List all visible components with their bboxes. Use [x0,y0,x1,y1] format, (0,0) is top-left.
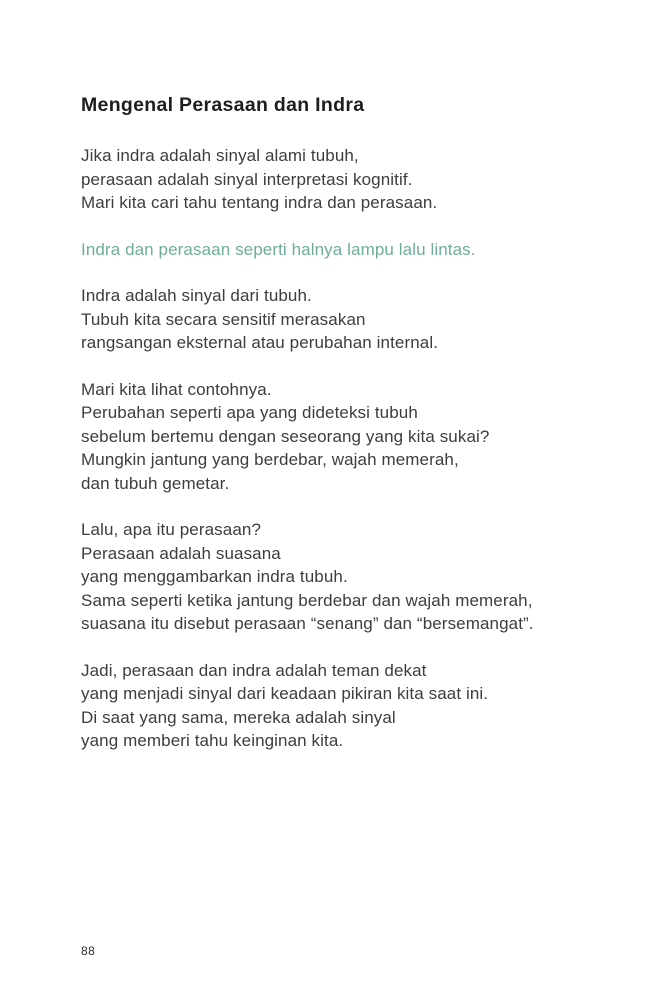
text-line: yang menggambarkan indra tubuh. [81,567,348,586]
text-line: perasaan adalah sinyal interpretasi kognitif. [81,169,413,189]
text-line: Lalu, apa itu perasaan? [81,520,261,539]
text-line: yang memberi tahu keinginan kita. [81,731,344,750]
text-line: rangsangan eksternal atau perubahan internal. [81,333,439,352]
text-line: sebelum bertemu dengan seseorang yang kita sukai? [81,426,490,446]
text-line: Jadi, perasaan dan indra adalah teman dekat [81,660,427,680]
text-line: Sama seperti ketika jantung berdebar dan wajah memerah, [81,590,533,610]
paragraph-contoh [81,378,601,496]
text-line: Jika indra adalah sinyal alami tubuh, [81,146,359,165]
text-line: Indra adalah sinyal dari tubuh. [81,286,312,305]
text-line: dan tubuh gemetar. [81,473,230,493]
text-line: Perasaan adalah suasana [81,543,281,563]
page-number: 88 [81,944,96,958]
paragraph-accent [81,238,601,262]
text-line: yang menjadi sinyal dari keadaan pikiran kita saat ini. [81,684,489,703]
paragraph-perasaan [81,518,601,636]
page-title: Mengenal Perasaan dan Indra [81,94,365,116]
text-line: Mari kita lihat contohnya. [81,379,272,399]
text-line: Perubahan seperti apa yang dideteksi tubuh [81,403,418,422]
page-content [81,93,601,776]
text-line: Mari kita cari tahu tentang indra dan perasaan. [81,193,438,212]
paragraph-kesimpulan [81,659,601,753]
paragraph-intro [81,144,601,215]
text-line: suasana itu disebut perasaan “senang” dan “bersemangat”. [81,614,534,633]
paragraph-indra [81,284,601,355]
text-line: Tubuh kita secara sensitif merasakan [81,309,366,329]
text-line: Mungkin jantung yang berdebar, wajah memerah, [81,450,459,469]
text-line: Di saat yang sama, mereka adalah sinyal [81,707,396,727]
accent-text-line: Indra dan perasaan seperti halnya lampu lalu lintas. [81,239,476,259]
